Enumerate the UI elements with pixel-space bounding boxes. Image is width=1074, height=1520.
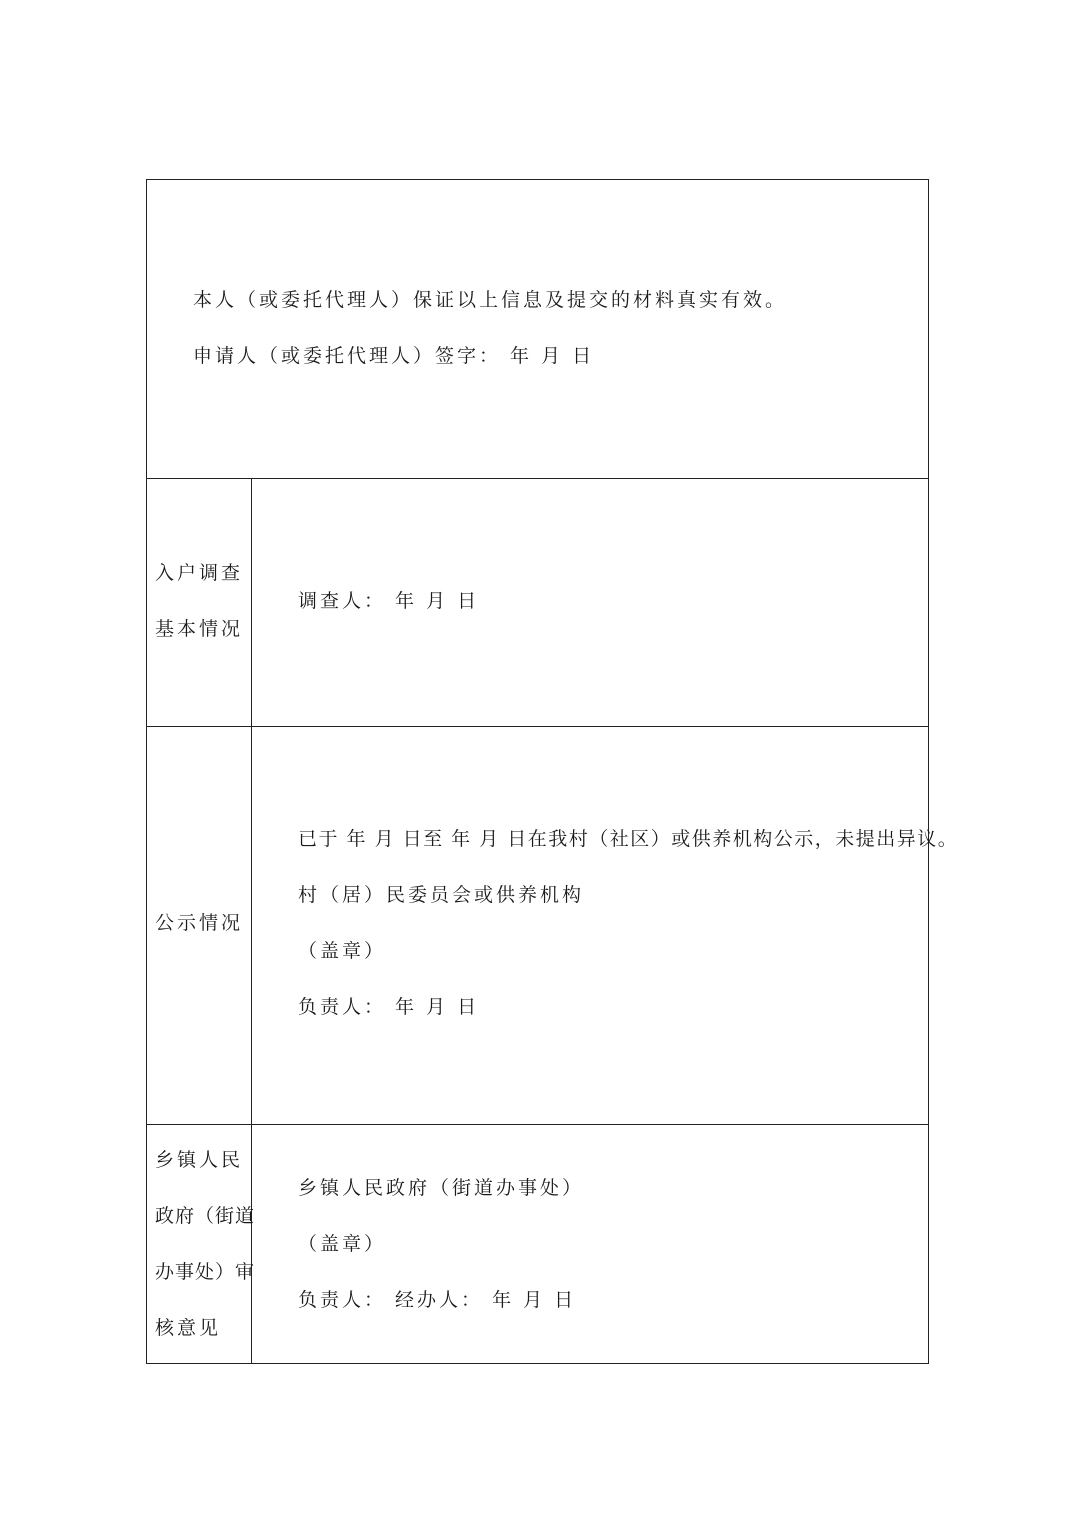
- township-label-line-3: 办事处）审: [155, 1261, 256, 1283]
- investigation-label-line-2: 基本情况: [155, 618, 244, 640]
- publicity-row: [147, 726, 959, 1124]
- publicity-label-cell: [147, 727, 252, 1124]
- township-review-label-cell: [147, 1125, 256, 1363]
- publicity-label: 公示情况: [155, 912, 244, 934]
- investigation-row: [147, 478, 928, 726]
- applicant-signature-line: 申请人（或委托代理人）签字： 年 月 日: [193, 345, 595, 367]
- township-government-line: 乡镇人民政府（街道办事处）: [298, 1177, 585, 1199]
- declaration-row: [147, 180, 928, 478]
- investigation-label-line-1: 入户调查: [155, 562, 244, 584]
- publicity-notice: 已于 年 月 日至 年 月 日在我村（社区）或供养机构公示，未提出异议。: [298, 828, 959, 850]
- township-seal-line: （盖章）: [298, 1233, 387, 1255]
- township-label-line-4: 核意见: [155, 1317, 222, 1339]
- application-form-table: [146, 179, 959, 1364]
- publicity-seal-line: （盖章）: [298, 940, 387, 962]
- declaration-statement: 本人（或委托代理人）保证以上信息及提交的材料真实有效。: [193, 289, 788, 311]
- township-label-line-2: 政府（街道: [155, 1205, 256, 1227]
- investigator-signature-line: 调查人： 年 月 日: [298, 590, 480, 612]
- investigation-label-cell: [147, 479, 252, 726]
- township-review-row: [147, 1124, 928, 1363]
- township-label-line-1: 乡镇人民: [155, 1149, 244, 1171]
- publicity-responsible-line: 负责人： 年 月 日: [298, 996, 480, 1018]
- township-responsible-line: 负责人： 经办人： 年 月 日: [298, 1289, 577, 1311]
- village-committee-line: 村（居）民委员会或供养机构: [298, 884, 585, 906]
